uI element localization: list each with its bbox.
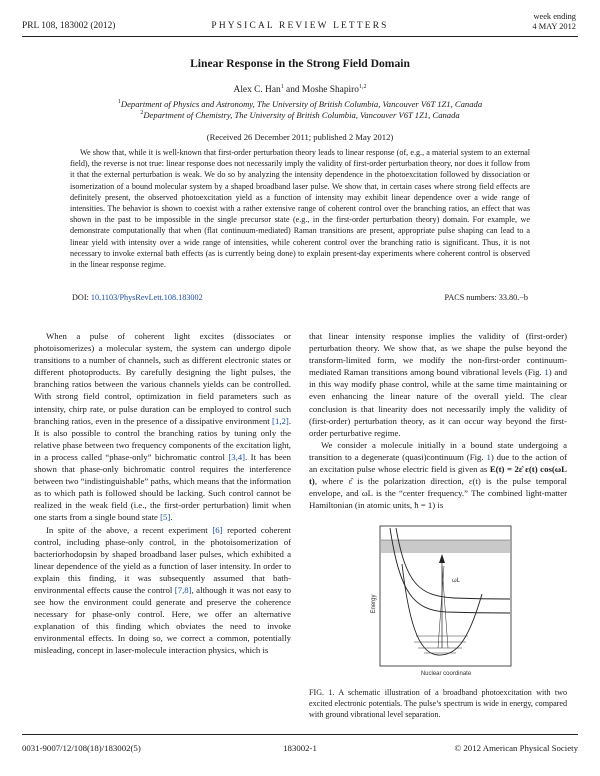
week-ending-label: week ending xyxy=(533,12,576,21)
author-name: Moshe Shapiro xyxy=(301,85,359,96)
excitation-arrow xyxy=(442,566,448,648)
citation-link[interactable]: [7,8] xyxy=(174,584,192,595)
body-column-right xyxy=(309,330,567,511)
body-paragraph xyxy=(309,439,567,512)
issue-date xyxy=(532,12,576,32)
body-paragraph xyxy=(34,524,291,657)
caption-label: FIG. 1. xyxy=(309,688,335,697)
body-text: When a pulse of coherent light excites (dissociates or photoisomerizes) a molecular system, the system can undergo dipole transitions to a number of channels, such as different electronic states or different photoproducts. By carefully designing the light pulses, the branching ratios between the various channels yields can be controlled. With strong field control, optimization in field parameters such as intensity, chirp rate, or pulse duration can be employed to control such branching ratios, even in the presence of a dissipative environment xyxy=(34,331,291,426)
footer-rule xyxy=(22,734,578,735)
body-paragraph xyxy=(309,330,567,439)
x-axis-label: Nuclear coordinate xyxy=(420,671,472,677)
citation-link[interactable]: [5] xyxy=(160,512,171,523)
body-text: , although it was not easy to see how the environment could generate and preserve the coherence necessary for phase-only control. Here, we offer an alternative explanation of this finding which obviates the need to invoke environmental effects. In doing so, we correct a common, potentially misleading, concept in laser-molecule interaction physics, which is xyxy=(34,584,291,656)
body-text: ) due to the action of an excitation pulse whose electric field is given as xyxy=(309,451,567,475)
author-list xyxy=(0,84,600,95)
affiliation-mark: 1 xyxy=(117,99,121,105)
article-title: Linear Response in the Strong Field Domain xyxy=(190,57,410,70)
body-text: ) and in this way modify phase control, while at the same time maintaining or even enhancing the linear nature of the overall yield. The clear conclusion is that linearity does not necessarily imply the validity of (first-order) perturbation theory, as it can occur way beyond the first-order perturbative regime. xyxy=(309,367,567,438)
citation-link[interactable]: [3,4] xyxy=(228,451,246,462)
affiliation-2 xyxy=(0,108,600,121)
received-dates: (Received 26 December 2011; published 2 May 2012) xyxy=(206,132,394,142)
footer-code: 0031-9007/12/108(18)/183002(5) xyxy=(22,743,141,753)
body-text: . It has been shown that phase-only bichromatic control requires the interference between two “indistinguishable” paths, which means that the information as to which path is followed should be lacking. Such control cannot be realized in the weak field (i.e., the first-order perturbation) limit when one starts from a single bound state xyxy=(34,451,291,523)
page-number: 183002-1 xyxy=(283,743,317,753)
abstract xyxy=(70,147,530,270)
field-equation: E(t) = 2ε̂ ε(t) cos(ωL t) xyxy=(309,464,567,487)
body-text: reported coherent control, including phase-only control, in the photoisomerization of bacteriorhodopsin by shaped broadband laser pulses, which exhibited a linear dependence of the yield as a function of laser intensity. In order to explain this finding, it was subsequently assumed that bath-environmental effects cause the control xyxy=(34,524,291,595)
affiliation-mark: 2 xyxy=(140,110,144,116)
y-axis-label: Energy xyxy=(371,594,377,614)
journal-name: PHYSICAL REVIEW LETTERS xyxy=(211,21,389,31)
body-text: that linear intensity response implies the validity of (first-order) perturbation theory. We show that, as we shape the pulse beyond the transform-limited form, we modify the non-first-order continuum-mediated Raman transitions among bound vibrational levels (Fig. xyxy=(309,331,567,378)
pacs-numbers: PACS numbers: 33.80.−b xyxy=(444,293,528,302)
body-text: In spite of the above, a recent experiment xyxy=(46,524,213,535)
journal-reference: PRL 108, 183002 (2012) xyxy=(22,21,116,31)
citation-link[interactable]: [1,2] xyxy=(272,415,289,426)
figure-reference-link[interactable]: 1 xyxy=(544,367,549,378)
body-text: . xyxy=(170,512,173,523)
doi-line xyxy=(72,293,203,302)
arrow-label: ωL xyxy=(452,578,461,584)
author-separator: and xyxy=(283,85,302,96)
affiliation-text: Department of Physics and Astronomy, The University of British Columbia, Vancouver V6T 1Z1, Canada xyxy=(120,98,483,109)
caption-text: A schematic illustration of a broadband photoexcitation with two excited electronic potentials. The pulse’s spectrum is wide in energy, compared with ground vibrational level separation. xyxy=(309,688,567,719)
author-affiliation-mark: 1,2 xyxy=(358,84,367,90)
body-text: , where ε̂ is the polarization direction, ε(t) is the pulse temporal envelope, and ωL is the “center frequency.” The combined light-matter Hamiltonian (in atomic units, ħ = 1) is xyxy=(309,476,567,511)
header-rule xyxy=(22,36,578,37)
citation-link[interactable]: [6] xyxy=(212,524,223,535)
figure-reference-link[interactable]: 1 xyxy=(486,451,491,462)
potential-energy-diagram xyxy=(364,524,514,679)
doi-label: DOI: xyxy=(72,293,91,302)
excited-potential-curve xyxy=(396,528,510,599)
body-text: We consider a molecule initially in a bound state undergoing a transition to a degenerate (quasi)continuum (Fig. xyxy=(309,439,567,462)
affiliation-text: Department of Chemistry, The University of British Columbia, Vancouver V6T 1Z1, Canada xyxy=(143,109,460,120)
figure-1 xyxy=(364,524,514,679)
body-text: . It is also possible to control the branching ratios by tuning only the relative phase between two frequency components of the excitation light, in a process called “phase-only” bichromatic control xyxy=(34,415,291,462)
body-paragraph xyxy=(34,330,291,524)
copyright: © 2012 American Physical Society xyxy=(454,743,578,753)
author-name: Alex C. Han xyxy=(233,85,281,96)
figure-caption xyxy=(309,688,567,720)
doi-link[interactable]: 10.1103/PhysRevLett.108.183002 xyxy=(90,293,203,302)
abstract-text: We show that, while it is well-known that first-order perturbation theory leads to linear response (of, e.g., a material system to an external field), the reverse is not true: linear response does not necessarily imply the validity of first-order perturbation theory, nor does it follow from it that the external perturbation is weak. We do so by analyzing the intensity dependence in the photoexcitation followed by dissociation or isomerization of a bound molecular system by a shaped broadband laser pulse. We show that, in certain cases where strong field effects are definitely present, the observed photoexcitation yield as a function of intensity may exhibit linear dependence over a wide range of intensities. The behavior is shown to coexist with a rather extensive range of coherent control over the branching ratios, an effect that was shown in the past to be impossible in the single precursor state (e.g., in the first-order perturbation theory) domain. For example, we demonstrate computationally that when (flat continuum-mediated) Raman transitions are present, appropriate pulse shaping can lead to a linear yield with intensity over a wide range of intensities, while coherent control over the branching ratio is significant. Thus, it is not necessary to invoke external bath effects (as is currently being done) to explain present-day experiments where coherent control is observed in the linear response regime. xyxy=(70,148,530,270)
body-column-left xyxy=(34,330,291,657)
week-ending-date: 4 MAY 2012 xyxy=(532,22,576,31)
arrow-head xyxy=(439,554,445,563)
author-affiliation-mark: 1 xyxy=(280,84,284,90)
